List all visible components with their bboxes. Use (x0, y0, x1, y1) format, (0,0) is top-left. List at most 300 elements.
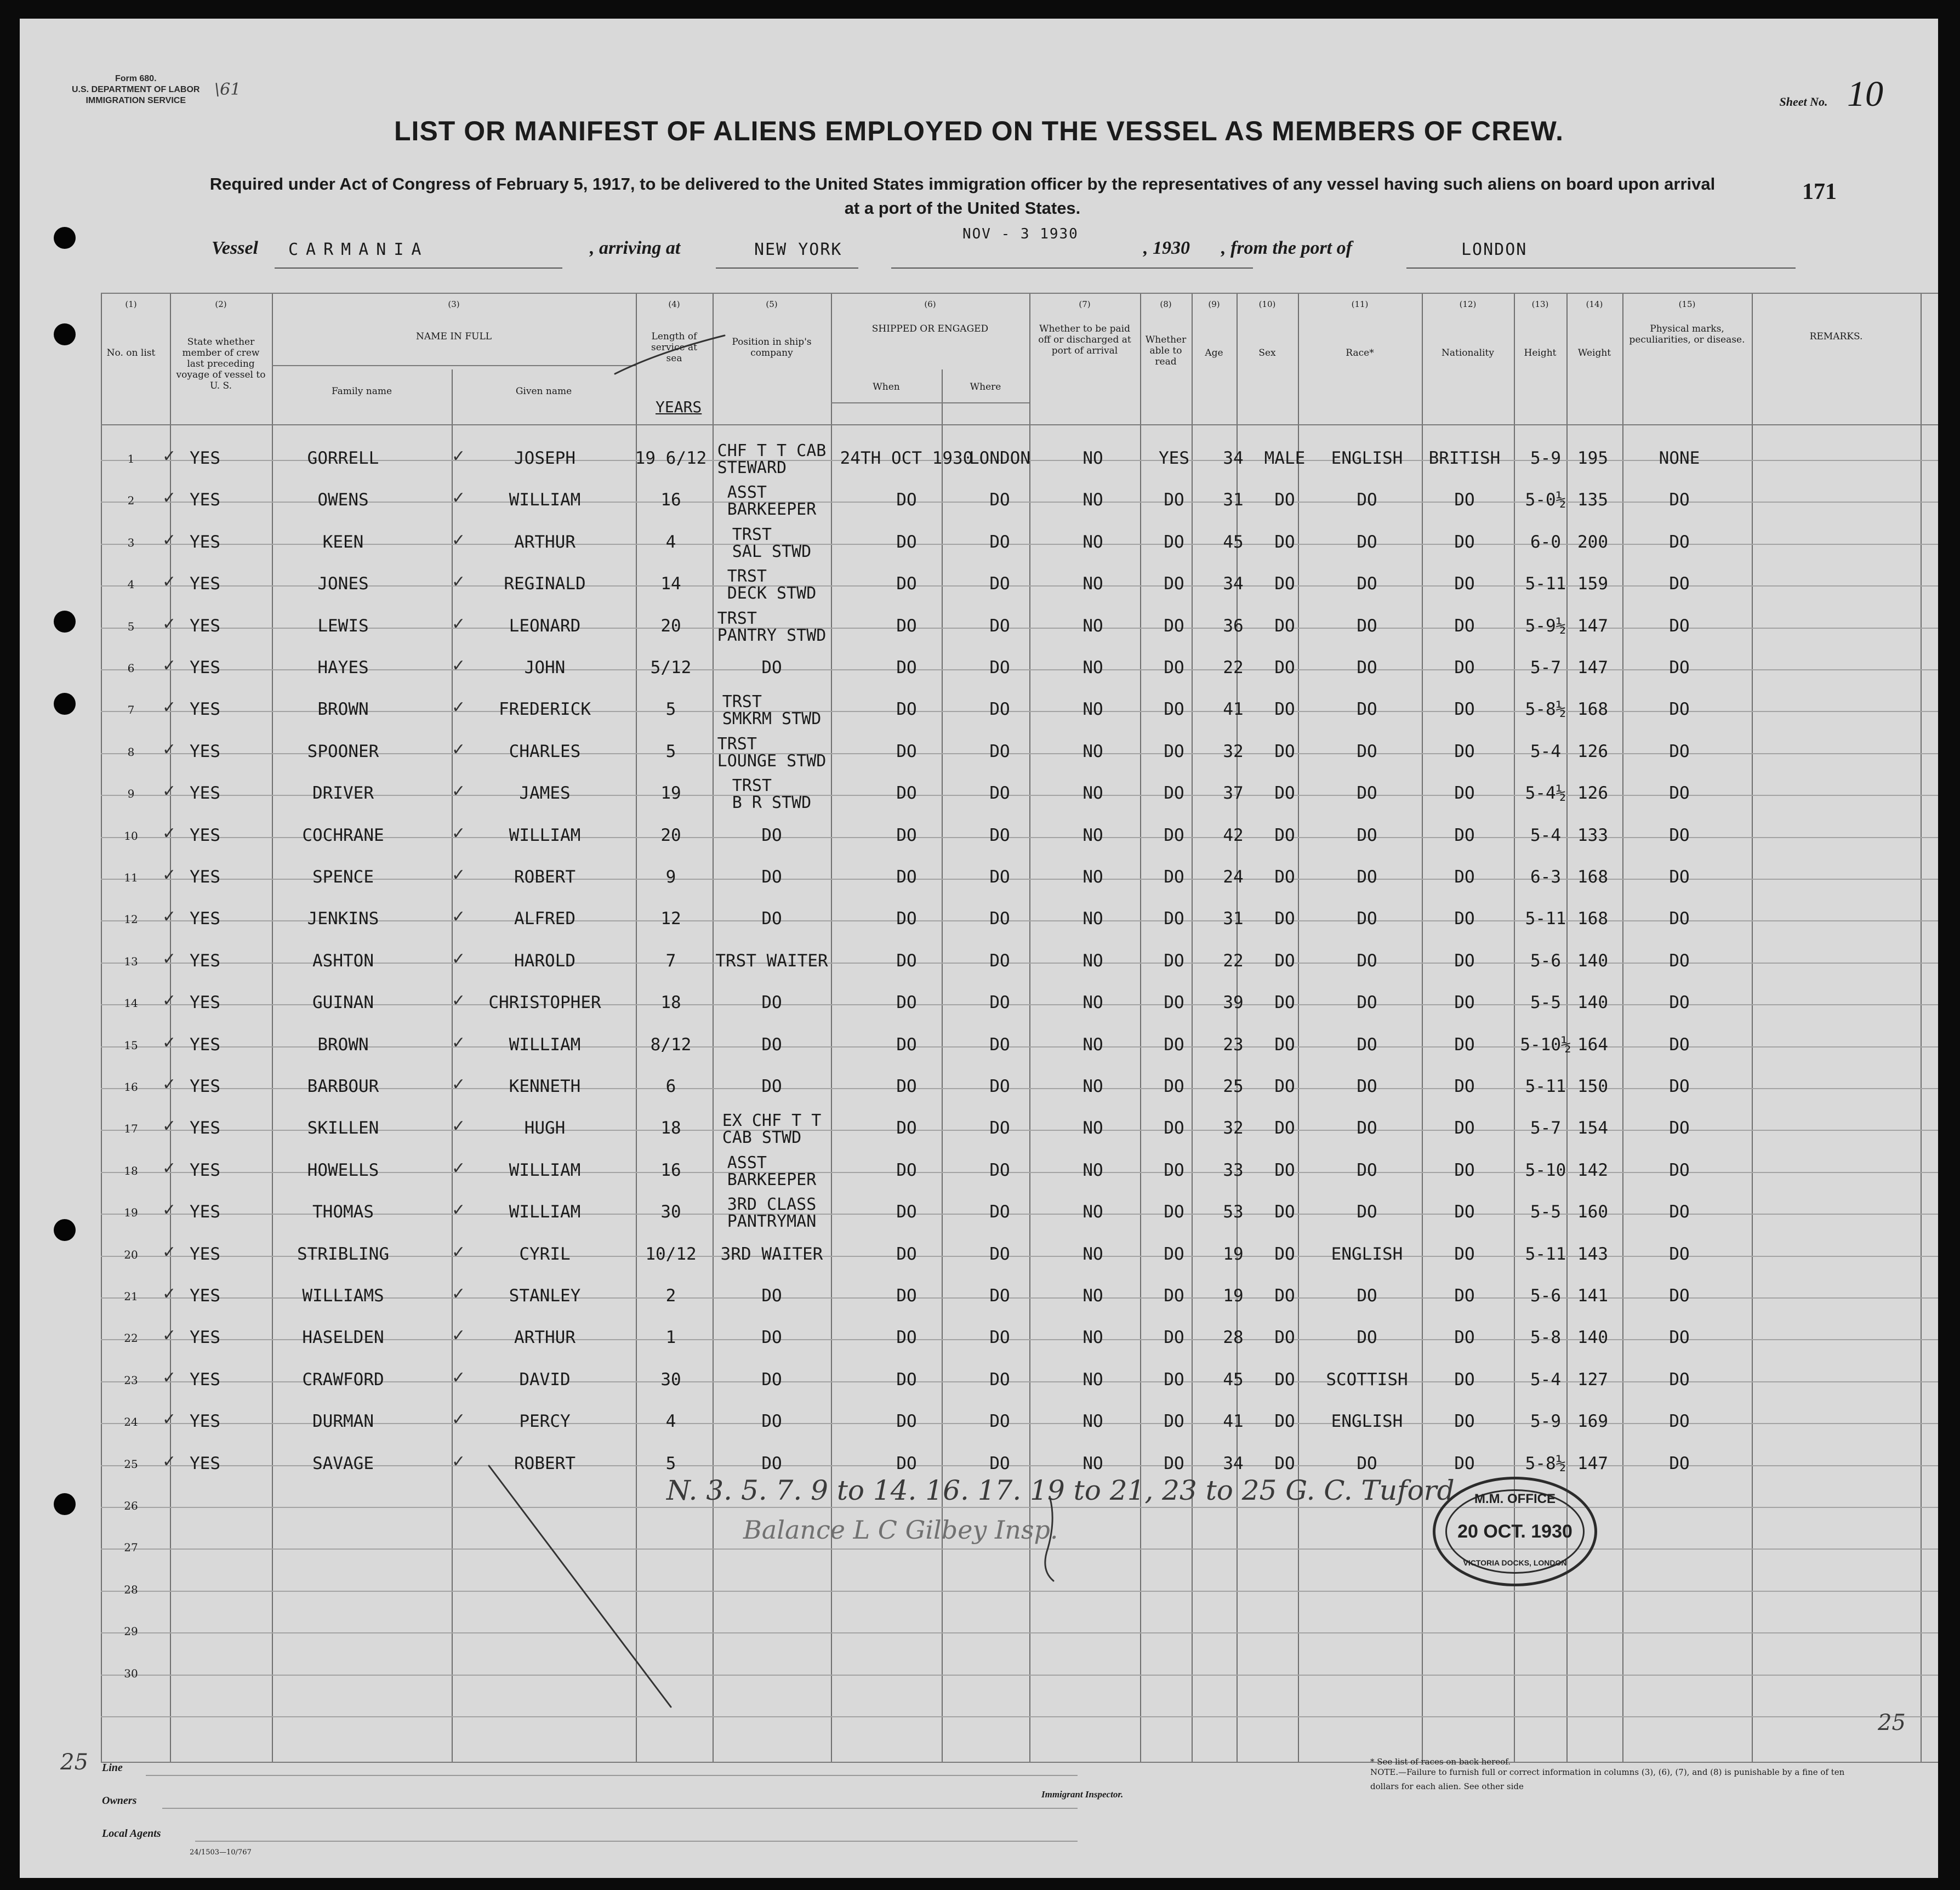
arriving-label: , arriving at (590, 238, 681, 258)
cell-sex: DO (1274, 1454, 1295, 1473)
cell-race: SCOTTISH (1326, 1370, 1408, 1390)
position-line: B R STWD (732, 793, 812, 812)
col-number: (13) (1531, 299, 1549, 309)
cell-height: 5-11 (1525, 1244, 1566, 1264)
position-line: DECK STWD (727, 584, 817, 603)
check-mark-icon: ✓ (452, 531, 466, 550)
cell-height: 5-7 (1530, 658, 1561, 678)
cell-given: JOSEPH (514, 448, 576, 468)
cell-family: LEWIS (317, 616, 369, 636)
diagonal-cancel-stroke (489, 1466, 671, 1707)
cell-member: YES (190, 1328, 220, 1347)
row-number: 24 (124, 1415, 138, 1428)
cell-where: LONDON (969, 448, 1030, 468)
cell-nationality: DO (1454, 1160, 1475, 1180)
cell-paid: NO (1082, 574, 1103, 594)
cell-sex: DO (1274, 1370, 1295, 1390)
check-mark-icon: ✓ (162, 1117, 176, 1136)
header-shipped: SHIPPED OR ENGAGED (871, 323, 989, 334)
cell-member: YES (190, 1035, 220, 1055)
row-number: 1 (127, 452, 135, 465)
stamp-date: 20 OCT. 1930 (1457, 1521, 1572, 1542)
cell-read: DO (1164, 1035, 1184, 1055)
cell-member: YES (190, 616, 220, 636)
row-number: 12 (124, 913, 138, 926)
cell-race: DO (1357, 951, 1377, 971)
cell-service: 5 (665, 742, 676, 761)
cell-marks: DO (1669, 1118, 1690, 1138)
cell-given: PERCY (519, 1411, 571, 1431)
cell-service: 7 (665, 951, 676, 971)
cell-service: 6 (665, 1077, 676, 1096)
check-mark-icon: ✓ (452, 1243, 466, 1262)
position-line: 3RD CLASS (727, 1195, 817, 1214)
cell-weight: 168 (1577, 909, 1608, 929)
cell-nationality: DO (1454, 783, 1475, 803)
mm-office-stamp (1433, 1477, 1597, 1586)
cell-sex: DO (1274, 826, 1295, 845)
position-line: ASST (727, 483, 767, 502)
check-mark-icon: ✓ (452, 824, 466, 843)
cell-marks: DO (1669, 783, 1690, 803)
cell-marks: DO (1669, 742, 1690, 761)
cell-nationality: DO (1454, 1202, 1475, 1222)
cell-sex: DO (1274, 532, 1295, 552)
cell-weight: 147 (1577, 1454, 1608, 1473)
cell-member: YES (190, 448, 220, 468)
check-mark-icon: ✓ (452, 447, 466, 466)
header-position: Position in ship's company (732, 337, 812, 358)
cell-family: COCHRANE (302, 826, 384, 845)
cell-given: ARTHUR (514, 532, 576, 552)
cell-weight: 169 (1577, 1411, 1608, 1431)
check-mark-icon: ✓ (162, 1368, 176, 1387)
cell-paid: NO (1082, 742, 1103, 761)
cell-family: GORRELL (307, 448, 379, 468)
cell-when: DO (896, 951, 917, 971)
cell-race: DO (1357, 1118, 1377, 1138)
cell-read: DO (1164, 742, 1184, 761)
cell-read: DO (1164, 867, 1184, 887)
cell-family: SKILLEN (307, 1118, 379, 1138)
col-number: (4) (668, 299, 680, 309)
row-number: 16 (124, 1080, 138, 1094)
cell-read: DO (1164, 1328, 1184, 1347)
header-where: Where (970, 382, 1001, 392)
cell-age: 34 (1223, 448, 1244, 468)
stamp-top: M.M. OFFICE (1474, 1491, 1556, 1506)
cell-family: ASHTON (312, 951, 374, 971)
cell-read: DO (1164, 783, 1184, 803)
footer-line-label: Line (102, 1762, 123, 1774)
position-line: TRST (722, 692, 762, 711)
sheet-number-value: 10 (1847, 74, 1883, 114)
cell-nationality: DO (1454, 1077, 1475, 1096)
cell-height: 5-11 (1525, 909, 1566, 929)
cell-where: DO (989, 1411, 1010, 1431)
header-sex: Sex (1258, 348, 1276, 358)
cell-marks: DO (1669, 1328, 1690, 1347)
cell-race: DO (1357, 616, 1377, 636)
cell-given: WILLIAM (509, 1202, 581, 1222)
empty-row-number: 28 (124, 1583, 138, 1596)
cell-nationality: DO (1454, 1286, 1475, 1306)
cell-where: DO (989, 699, 1010, 719)
cell-sex: DO (1274, 1286, 1295, 1306)
cell-nationality: DO (1454, 1328, 1475, 1347)
cell-family: JENKINS (307, 909, 379, 929)
cell-service: 5/12 (650, 658, 692, 678)
position-line: PANTRYMAN (727, 1212, 817, 1231)
from-port: LONDON (1461, 240, 1528, 259)
cell-read: DO (1164, 699, 1184, 719)
cell-family: DURMAN (312, 1411, 374, 1431)
position-line: CHF T T CAB (717, 441, 827, 460)
cell-service: 30 (660, 1370, 681, 1390)
cell-read: DO (1164, 1244, 1184, 1264)
cell-marks: DO (1669, 826, 1690, 845)
cell-nationality: DO (1454, 742, 1475, 761)
cell-age: 32 (1223, 1118, 1244, 1138)
check-mark-icon: ✓ (452, 1284, 466, 1303)
cell-age: 31 (1223, 909, 1244, 929)
cell-paid: NO (1082, 616, 1103, 636)
check-mark-icon: ✓ (452, 866, 466, 885)
cell-height: 5-10 (1525, 1160, 1566, 1180)
cell-race: DO (1357, 993, 1377, 1012)
cell-member: YES (190, 783, 220, 803)
cell-where: DO (989, 1118, 1010, 1138)
cell-age: 34 (1223, 1454, 1244, 1473)
row-number: 11 (124, 871, 138, 884)
cell-when: DO (896, 742, 917, 761)
cell-marks: DO (1669, 1370, 1690, 1390)
position-line: DO (761, 1328, 782, 1347)
cell-given: LEONARD (509, 616, 581, 636)
cell-member: YES (190, 1370, 220, 1390)
position-line: DO (761, 1411, 782, 1431)
year-label: , 1930 (1143, 238, 1190, 258)
cell-paid: NO (1082, 448, 1103, 468)
check-mark-icon: ✓ (452, 782, 466, 801)
header-weight: Weight (1577, 348, 1611, 358)
cell-where: DO (989, 783, 1010, 803)
cell-race: DO (1357, 1077, 1377, 1096)
cell-given: CHARLES (509, 742, 581, 761)
row-number: 7 (127, 703, 135, 716)
cell-where: DO (989, 826, 1010, 845)
cell-sex: DO (1274, 490, 1295, 510)
cell-race: ENGLISH (1331, 448, 1403, 468)
cell-nationality: DO (1454, 532, 1475, 552)
footer-print-code: 24/1503—10/767 (190, 1848, 252, 1857)
position-line: DO (761, 1454, 782, 1473)
check-mark-icon: ✓ (452, 488, 466, 508)
cell-family: OWENS (317, 490, 369, 510)
cell-age: 41 (1223, 699, 1244, 719)
cell-height: 5-5 (1530, 1202, 1561, 1222)
cell-height: 5-4½ (1525, 783, 1566, 803)
row-number: 2 (127, 494, 135, 507)
cell-given: JAMES (519, 783, 571, 803)
cell-sex: DO (1274, 867, 1295, 887)
cell-marks: DO (1669, 616, 1690, 636)
cell-family: JONES (317, 574, 369, 594)
cell-given: DAVID (519, 1370, 571, 1390)
cell-where: DO (989, 1160, 1010, 1180)
cell-given: HAROLD (514, 951, 576, 971)
check-mark-icon: ✓ (452, 1410, 466, 1429)
row-number: 9 (127, 787, 135, 800)
cell-read: DO (1164, 993, 1184, 1012)
position-line: 3RD WAITER (720, 1244, 823, 1264)
cell-given: FREDERICK (499, 699, 591, 719)
cell-nationality: DO (1454, 951, 1475, 971)
cell-service: 16 (660, 1160, 681, 1180)
cell-where: DO (989, 574, 1010, 594)
cell-race: DO (1357, 826, 1377, 845)
cell-when: DO (896, 783, 917, 803)
empty-row-number: 29 (124, 1625, 138, 1638)
cell-weight: 200 (1577, 532, 1608, 552)
cell-race: DO (1357, 532, 1377, 552)
cell-marks: DO (1669, 993, 1690, 1012)
cell-family: HAYES (317, 658, 369, 678)
cell-sex: DO (1274, 699, 1295, 719)
cell-age: 45 (1223, 532, 1244, 552)
cell-height: 5-8½ (1525, 699, 1566, 719)
cell-service: 2 (665, 1286, 676, 1306)
cell-where: DO (989, 909, 1010, 929)
cell-marks: DO (1669, 490, 1690, 510)
cell-race: DO (1357, 783, 1377, 803)
cell-given: WILLIAM (509, 826, 581, 845)
cell-member: YES (190, 1077, 220, 1096)
cell-age: 37 (1223, 783, 1244, 803)
cell-age: 53 (1223, 1202, 1244, 1222)
cell-read: DO (1164, 1077, 1184, 1096)
cell-where: DO (989, 1202, 1010, 1222)
cell-when: DO (896, 1035, 917, 1055)
cell-paid: NO (1082, 699, 1103, 719)
cell-where: DO (989, 658, 1010, 678)
cell-when: DO (896, 1411, 917, 1431)
arrival-date: NOV - 3 1930 (962, 226, 1079, 242)
cell-given: CYRIL (519, 1244, 571, 1264)
cell-read: DO (1164, 616, 1184, 636)
col-number: (15) (1678, 299, 1696, 309)
position-line: DO (761, 1286, 782, 1306)
cell-member: YES (190, 1411, 220, 1431)
cell-marks: DO (1669, 1202, 1690, 1222)
cell-paid: NO (1082, 490, 1103, 510)
cell-given: REGINALD (504, 574, 586, 594)
col-number: (2) (215, 299, 227, 309)
row-number: 21 (124, 1290, 138, 1303)
cell-sex: DO (1274, 951, 1295, 971)
cell-age: 24 (1223, 867, 1244, 887)
position-line: TRST (727, 567, 767, 586)
cell-where: DO (989, 1035, 1010, 1055)
footer-races-note: * See list of races on back hereof. (1370, 1757, 1511, 1767)
cell-given: CHRISTOPHER (488, 993, 601, 1012)
cell-nationality: DO (1454, 490, 1475, 510)
cell-service: 14 (660, 574, 681, 594)
check-mark-icon: ✓ (162, 949, 176, 969)
position-line: EX CHF T T (722, 1111, 822, 1130)
cell-nationality: DO (1454, 1035, 1475, 1055)
cell-height: 5-6 (1530, 951, 1561, 971)
header-paid: Whether to be paid off or discharged at port of arrival (1038, 323, 1131, 356)
check-mark-icon: ✓ (452, 1075, 466, 1094)
cell-family: BROWN (317, 699, 369, 719)
cell-when: DO (896, 1370, 917, 1390)
cell-service: 4 (665, 1411, 676, 1431)
cell-given: STANLEY (509, 1286, 581, 1306)
cell-age: 23 (1223, 1035, 1244, 1055)
cell-nationality: DO (1454, 1118, 1475, 1138)
cell-when: DO (896, 574, 917, 594)
cell-when: DO (896, 1118, 917, 1138)
cell-member: YES (190, 532, 220, 552)
check-mark-icon: ✓ (162, 614, 176, 634)
cell-paid: NO (1082, 1328, 1103, 1347)
cell-marks: DO (1669, 1160, 1690, 1180)
cell-race: DO (1357, 658, 1377, 678)
empty-row-number: 30 (124, 1667, 138, 1680)
cell-nationality: DO (1454, 1454, 1475, 1473)
cell-where: DO (989, 490, 1010, 510)
cell-marks: NONE (1659, 448, 1700, 468)
cell-sex: DO (1274, 1328, 1295, 1347)
cell-race: DO (1357, 1035, 1377, 1055)
cell-height: 5-5 (1530, 993, 1561, 1012)
cell-sex: DO (1274, 909, 1295, 929)
cell-service: 10/12 (645, 1244, 697, 1264)
cell-race: ENGLISH (1331, 1411, 1403, 1431)
header-given: Given name (515, 386, 572, 397)
cell-paid: NO (1082, 1411, 1103, 1431)
cell-family: SPOONER (307, 742, 379, 761)
check-mark-icon: ✓ (452, 991, 466, 1010)
page-title: LIST OR MANIFEST OF ALIENS EMPLOYED ON THE VESSEL AS MEMBERS OF CREW. (394, 116, 1564, 146)
cell-when: DO (896, 826, 917, 845)
form-service: IMMIGRATION SERVICE (86, 96, 186, 105)
cell-weight: 154 (1577, 1118, 1608, 1138)
check-mark-icon: ✓ (162, 740, 176, 759)
cell-weight: 133 (1577, 826, 1608, 845)
cell-when: DO (896, 616, 917, 636)
header-read: Whether able to read (1145, 334, 1187, 367)
check-mark-icon: ✓ (452, 1368, 466, 1387)
cell-member: YES (190, 951, 220, 971)
cell-family: GUINAN (312, 993, 374, 1012)
cell-service: 9 (665, 867, 676, 887)
from-label: , from the port of (1221, 238, 1352, 258)
cell-age: 32 (1223, 742, 1244, 761)
cell-member: YES (190, 1118, 220, 1138)
col-number: (3) (448, 299, 460, 309)
position-line: STEWARD (717, 458, 787, 477)
cell-read: DO (1164, 532, 1184, 552)
cell-paid: NO (1082, 1286, 1103, 1306)
cell-sex: DO (1274, 1118, 1295, 1138)
position-line: DO (761, 867, 782, 887)
position-line: DO (761, 826, 782, 845)
cell-when: 24TH OCT 1930 (840, 448, 973, 468)
cell-height: 5-11 (1525, 1077, 1566, 1096)
cell-read: YES (1159, 448, 1189, 468)
cell-height: 5-7 (1530, 1118, 1561, 1138)
header-service: Length of service at sea (651, 331, 697, 364)
cell-height: 5-6 (1530, 1286, 1561, 1306)
cell-weight: 150 (1577, 1077, 1608, 1096)
cell-marks: DO (1669, 699, 1690, 719)
cell-weight: 195 (1577, 448, 1608, 468)
cell-height: 5-9½ (1525, 616, 1566, 636)
cell-when: DO (896, 1286, 917, 1306)
cell-weight: 142 (1577, 1160, 1608, 1180)
cell-service: 4 (665, 532, 676, 552)
cell-sex: DO (1274, 1035, 1295, 1055)
cell-age: 19 (1223, 1286, 1244, 1306)
check-mark-icon: ✓ (162, 782, 176, 801)
cell-where: DO (989, 867, 1010, 887)
form-number: Form 680. (115, 74, 157, 83)
cell-paid: NO (1082, 1160, 1103, 1180)
signature-stroke (1045, 1499, 1053, 1581)
row-number: 25 (124, 1458, 138, 1471)
cell-race: DO (1357, 909, 1377, 929)
col-number: (12) (1459, 299, 1477, 309)
header-member: State whether member of crew last preceding voyage of vessel to U. S. (176, 337, 266, 391)
handwritten-balance-note: Balance L C Gilbey Insp. (743, 1515, 1058, 1545)
cell-weight: 147 (1577, 616, 1608, 636)
row-number: 20 (124, 1248, 138, 1261)
check-mark-icon: ✓ (452, 907, 466, 926)
check-mark-icon: ✓ (162, 488, 176, 508)
cell-age: 19 (1223, 1244, 1244, 1264)
cell-race: DO (1357, 699, 1377, 719)
check-mark-icon: ✓ (162, 1410, 176, 1429)
cell-paid: NO (1082, 783, 1103, 803)
cell-family: DRIVER (312, 783, 374, 803)
cell-sex: DO (1274, 1160, 1295, 1180)
cell-height: 5-4 (1530, 1370, 1561, 1390)
header-nationality: Nationality (1441, 348, 1494, 358)
position-line: BARKEEPER (727, 1170, 817, 1189)
check-mark-icon: ✓ (162, 531, 176, 550)
cell-race: DO (1357, 490, 1377, 510)
cell-where: DO (989, 616, 1010, 636)
header-marks: Physical marks, peculiarities, or disease. (1629, 323, 1745, 345)
position-line: DO (761, 909, 782, 929)
row-number: 8 (127, 745, 135, 759)
row-number: 15 (124, 1039, 138, 1052)
cell-where: DO (989, 1077, 1010, 1096)
cell-member: YES (190, 1286, 220, 1306)
cell-paid: NO (1082, 1118, 1103, 1138)
cell-sex: DO (1274, 742, 1295, 761)
cell-service: 5 (665, 1454, 676, 1473)
cell-nationality: DO (1454, 616, 1475, 636)
cell-nationality: DO (1454, 574, 1475, 594)
cell-marks: DO (1669, 867, 1690, 887)
check-mark-icon: ✓ (452, 698, 466, 717)
row-number: 13 (124, 955, 138, 968)
cell-read: DO (1164, 951, 1184, 971)
cell-given: ROBERT (514, 1454, 576, 1473)
